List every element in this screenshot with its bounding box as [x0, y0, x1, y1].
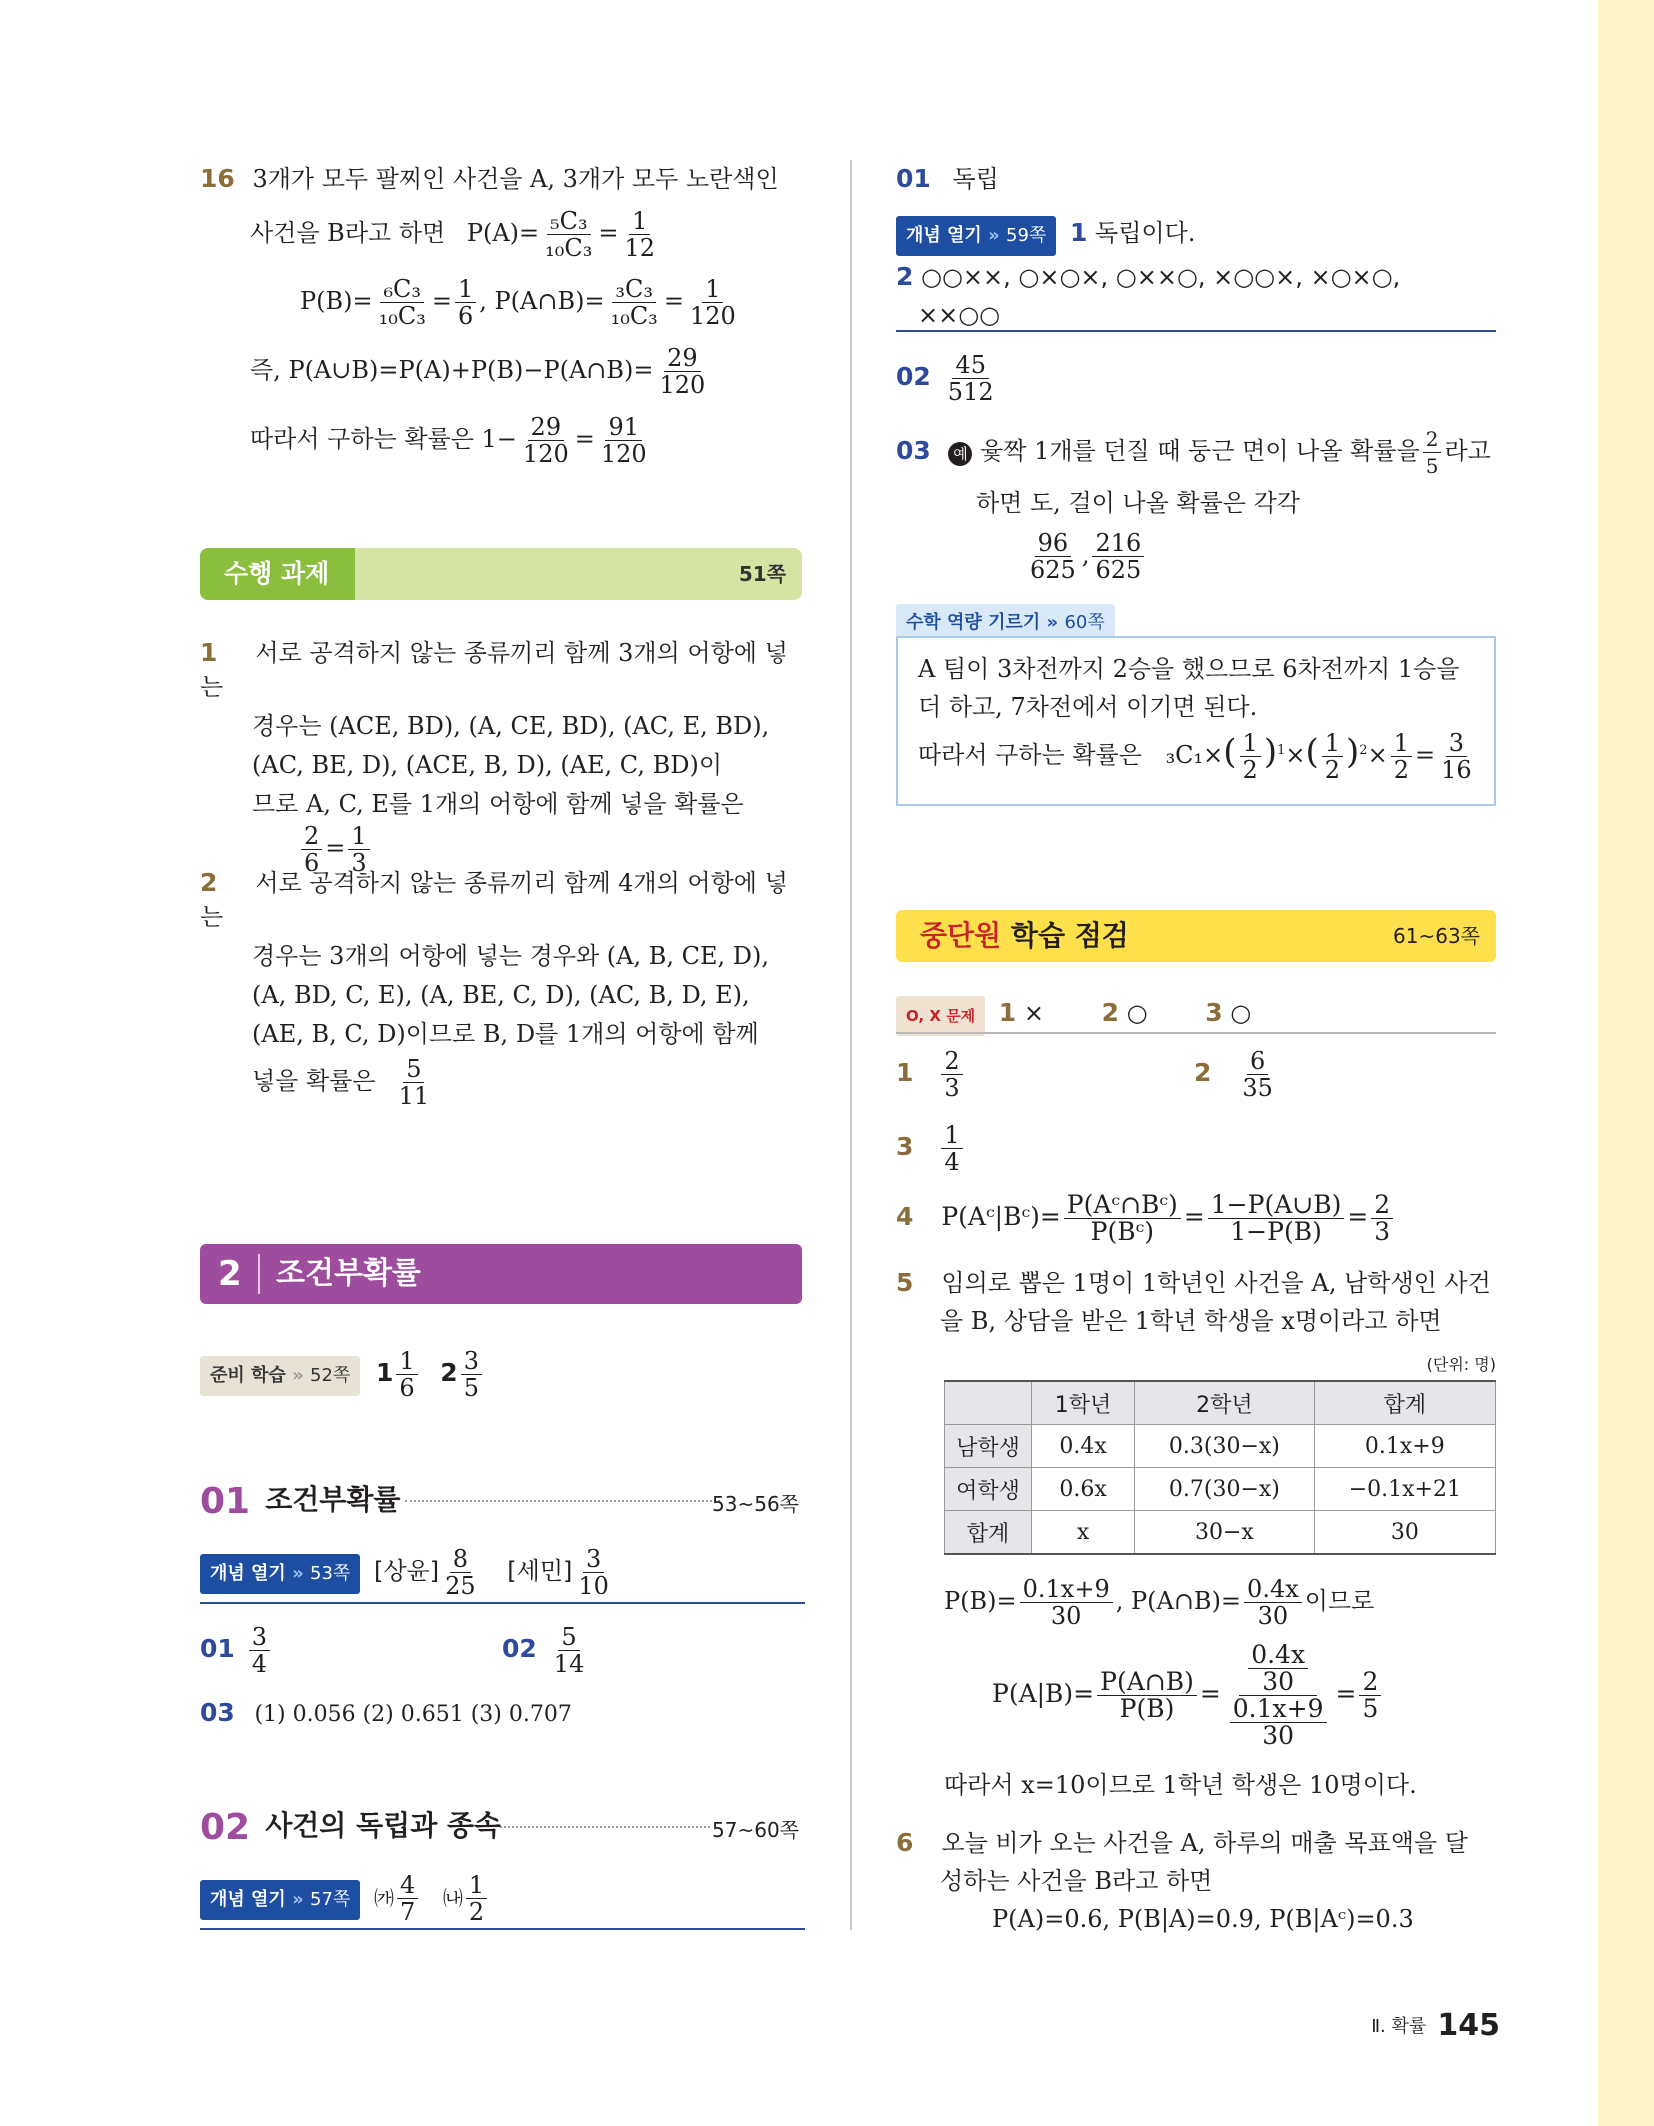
fraction — [1239, 1048, 1276, 1101]
task-section-page: 51쪽 — [738, 562, 786, 586]
numerator: 2 — [1371, 1192, 1393, 1219]
formula: , P(A∩B)= — [479, 287, 605, 315]
numerator: 1 — [348, 823, 369, 850]
text: 넣을 확률은 — [252, 1067, 376, 1095]
fraction — [1092, 530, 1144, 583]
answer-value: × — [1023, 999, 1044, 1027]
section-pages: 53~56쪽 — [712, 1492, 799, 1516]
text: 라고 — [1444, 437, 1491, 465]
item-marker: ㈎ — [373, 1886, 394, 1910]
tag-page: 53쪽 — [310, 1563, 351, 1584]
numerator: 6 — [1247, 1048, 1268, 1075]
text: 서로 공격하지 않는 종류끼리 함께 4개의 어항에 넣는 — [200, 869, 788, 931]
formula: P(A)=0.6, P(B|A)=0.9, P(B|Aᶜ)=0.3 — [992, 1905, 1414, 1933]
numerator: ₅C₃ — [547, 208, 591, 235]
q5-conclusion: 따라서 x=10이므로 1학년 학생은 10명이다. — [944, 1771, 1417, 1799]
denominator: 2 — [1324, 756, 1341, 784]
rule — [896, 330, 1496, 332]
chapter-number: 2 — [218, 1254, 242, 1294]
item-marker: ㈏ — [442, 1886, 463, 1910]
table-row-header: 합계 — [945, 1511, 1032, 1555]
concept-tag — [896, 216, 1056, 256]
review-q4: 4 P(Aᶜ|Bᶜ)= $\frac{\text{P(Aᶜ∩Bᶜ)}}{\text{P(Bᶜ)}}$ = $\frac{1-P(A\cup B)}{1-P(B)}$ = $\frac{2}{3}$ — [896, 1192, 1396, 1245]
page-number: 145 — [1437, 2008, 1500, 2043]
review-title-rest: 학습 점검 — [1010, 919, 1129, 952]
numerator: ₆C₃ — [380, 276, 424, 303]
exponent: 1 — [1277, 743, 1286, 758]
text: 더 하고, 7차전에서 이기면 된다. — [918, 693, 1258, 721]
text: 임의로 뽑은 1명이 1학년인 사건을 A, 남학생인 사건 — [941, 1269, 1491, 1297]
denominator: 6 — [457, 302, 474, 330]
problem-16-line3: P(B)= $\frac{\text{₆C₃}}{\text{₁₀C₃}}$ = $\frac{1}{6}$ , P(A∩B)= $\frac{\text{₃C₃}}{\text{₁₀C₃}}$ = $\frac{1}{120}$ — [300, 276, 742, 329]
task-section-label: 수행 과제 — [200, 548, 355, 600]
fraction — [396, 1056, 433, 1109]
text: 사건을 B라고 하면 — [250, 219, 446, 247]
numerator: 2 — [1423, 426, 1442, 453]
tag-label: 준비 학습 — [210, 1365, 286, 1386]
answer-text: ××○○ — [918, 301, 1001, 329]
table-cell: x — [1032, 1511, 1135, 1555]
denominator: 4 — [944, 1148, 960, 1176]
answer-number: 3 — [1205, 998, 1223, 1027]
table-cell: 0.6x — [1032, 1468, 1135, 1511]
numerator: ₃C₃ — [612, 276, 656, 303]
section-number: 01 — [200, 1481, 251, 1522]
numerator: 4 — [397, 1872, 418, 1899]
answer-value: ○ — [1126, 999, 1148, 1027]
text: 윷짝 1개를 던질 때 둥근 면이 나올 확률을 — [980, 437, 1420, 465]
concept-open-59 — [896, 216, 1195, 256]
denominator: 10 — [578, 1572, 609, 1600]
denominator: 625 — [1095, 556, 1142, 584]
r-answer-01 — [896, 162, 999, 196]
denominator: P(Bᶜ) — [1090, 1217, 1154, 1246]
competency-tag — [896, 604, 1115, 638]
answer-number: 02 — [502, 1634, 537, 1663]
denominator: 14 — [553, 1650, 585, 1678]
tag-page: 60쪽 — [1064, 612, 1105, 633]
question-number: 1 — [896, 1058, 914, 1087]
table-row-header: 여학생 — [945, 1468, 1032, 1511]
numerator: 3 — [1446, 730, 1467, 757]
task-1: 1 서로 공격하지 않는 종류끼리 함께 3개의 어항에 넣는 경우는 (ACE, BD), (A, CE, BD), (AC, E, BD), (AC, BE, D), (ACE, B, D), (AE, C, BD)이 므로 A, C, E를 1개의 어항에 함께 넣을 확률은 $\frac{2}{6}$ = $\frac{1}{3}$ — [200, 636, 810, 876]
denominator: 1−P(B) — [1230, 1217, 1322, 1246]
denominator: 3 — [1374, 1217, 1391, 1246]
numerator: 2 — [301, 823, 322, 850]
text: (AE, B, C, D)이므로 B, D를 1개의 어항에 함께 — [252, 1020, 759, 1048]
fraction — [396, 1348, 417, 1401]
problem-16 — [200, 162, 805, 196]
chapter-title: 조건부확률 — [276, 1256, 421, 1291]
formula: 즉, P(A∪B)=P(A)+P(B)−P(A∩B)= — [250, 356, 654, 384]
fraction — [941, 1122, 962, 1175]
fraction — [466, 1872, 487, 1925]
denominator: P(B) — [1119, 1694, 1175, 1723]
fraction — [1027, 530, 1079, 583]
fraction — [687, 276, 739, 329]
review-title — [920, 910, 1129, 962]
numerator: 96 — [1035, 530, 1072, 557]
denominator: 30 — [1262, 1721, 1295, 1750]
answer-number: 2 — [896, 262, 914, 291]
section-number: 02 — [200, 1807, 251, 1848]
fraction — [1064, 1192, 1181, 1245]
competency-tag-label — [896, 604, 1115, 638]
fraction — [657, 345, 709, 398]
task-number: 1 — [200, 638, 218, 667]
numerator: 5 — [558, 1624, 579, 1651]
example-badge: 예 — [948, 442, 972, 466]
denominator: ₁₀C₃ — [610, 302, 658, 330]
text: 경우는 3개의 어항에 넣는 경우와 (A, B, CE, D), — [252, 942, 770, 970]
concept-tag — [200, 1880, 360, 1920]
denominator: 16 — [1441, 756, 1472, 784]
fraction — [1208, 1192, 1345, 1245]
denominator: 12 — [624, 234, 656, 262]
numerator: 216 — [1092, 530, 1144, 557]
page-edge-tab — [1598, 0, 1654, 2126]
fraction — [1248, 1642, 1308, 1695]
fraction — [1423, 426, 1442, 479]
prep-study — [200, 1348, 485, 1401]
fraction — [1097, 1669, 1197, 1722]
answer-01 — [200, 1624, 273, 1677]
answer-number: 02 — [896, 362, 931, 391]
numerator: 3 — [249, 1624, 270, 1651]
numerator: 3 — [461, 1348, 482, 1375]
double-chevron-icon: » — [292, 1365, 304, 1386]
denominator: 625 — [1030, 556, 1076, 584]
fraction — [945, 352, 997, 405]
text: 따라서 구하는 확률은 — [918, 741, 1142, 769]
table-row — [945, 1511, 1496, 1555]
tag-page: 59쪽 — [1006, 225, 1047, 246]
numerator: 1 — [1322, 730, 1343, 757]
double-chevron-icon: » — [292, 1563, 304, 1584]
denominator: ₁₀C₃ — [545, 234, 593, 262]
formula: P(A)= — [466, 219, 540, 247]
numerator: 0.4x — [1248, 1642, 1308, 1669]
task-2 — [200, 866, 810, 1109]
fraction — [397, 1872, 418, 1925]
question-number: 5 — [896, 1268, 914, 1297]
numerator: 29 — [528, 414, 565, 441]
numerator: 29 — [664, 345, 701, 372]
denominator: 5 — [463, 1374, 479, 1402]
fraction — [455, 276, 476, 329]
denominator: 6 — [399, 1374, 415, 1402]
denominator: 120 — [689, 302, 736, 330]
denominator: 120 — [659, 371, 706, 399]
tag-label: 개념 열기 — [906, 225, 982, 246]
problem-16-line2: 사건을 B라고 하면 P(A)= $\frac{\text{₅C₃}}{\text{₁₀C₃}}$ = $\frac{1}{12}$ — [250, 208, 661, 261]
denominator: 2 — [1393, 756, 1409, 784]
review-section-bar — [896, 910, 1496, 962]
table-cell: −0.1x+21 — [1314, 1468, 1495, 1511]
numerator: 1 — [702, 276, 723, 303]
answer-number: 1 — [998, 998, 1017, 1027]
r-answer-03 — [896, 426, 1506, 479]
review-q1 — [896, 1048, 966, 1101]
text: 을 B, 상담을 받은 1학년 학생을 x명이라고 하면 — [940, 1307, 1442, 1335]
text: 서로 공격하지 않는 종류끼리 함께 3개의 어항에 넣는 — [200, 639, 788, 701]
table-cell: 0.1x+9 — [1314, 1425, 1495, 1468]
table-cell: 0.4x — [1032, 1425, 1135, 1468]
problem-number: 16 — [200, 164, 235, 193]
text: 이므로 — [1304, 1587, 1375, 1615]
table-unit: (단위: 명) — [1426, 1355, 1496, 1374]
denominator: 30 — [1257, 1602, 1289, 1630]
table-cell: 30−x — [1135, 1511, 1315, 1555]
text: 오늘 비가 오는 사건을 A, 하루의 매출 목표액을 달 — [941, 1829, 1468, 1857]
fraction — [1230, 1696, 1327, 1749]
table-cell: 0.3(30−x) — [1135, 1425, 1315, 1468]
numerator: 8 — [450, 1546, 471, 1573]
text: (AC, BE, D), (ACE, B, D), (AE, C, BD)이 — [252, 751, 722, 779]
text: 므로 A, C, E를 1개의 어항에 함께 넣을 확률은 — [252, 790, 744, 818]
numerator: 1−P(A∪B) — [1208, 1192, 1345, 1219]
rule — [896, 1032, 1496, 1034]
r-answer-02 — [896, 352, 1000, 405]
table-row-header: 남학생 — [945, 1425, 1032, 1468]
table-row — [945, 1425, 1496, 1468]
numerator: 2 — [1359, 1669, 1381, 1696]
question-number: 2 — [1194, 1058, 1212, 1087]
answer-number: 2 — [440, 1358, 458, 1387]
review-title-highlight: 중단원 — [920, 919, 1002, 952]
answer-number: 03 — [896, 436, 931, 465]
numerator: 1 — [941, 1122, 962, 1149]
concept-open-53 — [200, 1546, 615, 1599]
complex-fraction — [1224, 1642, 1333, 1749]
fraction — [1240, 730, 1261, 783]
chapter-separator — [258, 1254, 260, 1294]
answer-number: 1 — [1069, 218, 1088, 247]
text: A 팀이 3차전까지 2승을 했으므로 6차전까지 1승을 — [918, 655, 1460, 683]
denominator: 5 — [1425, 454, 1439, 478]
fraction — [1391, 730, 1412, 783]
answer-text: ○○××, ○×○×, ○××○, ×○○×, ×○×○, — [921, 263, 1401, 291]
fraction — [598, 414, 650, 467]
q5-eq1 — [944, 1576, 1374, 1629]
leader-dots — [405, 1500, 720, 1502]
review-q5 — [896, 1266, 1506, 1338]
student-name: [세민] — [507, 1557, 573, 1585]
exponent: 2 — [1359, 743, 1368, 758]
table-header-cell: 합계 — [1314, 1381, 1495, 1425]
table-header-cell: 2학년 — [1135, 1381, 1315, 1425]
concept-tag — [200, 1554, 360, 1594]
problem-text: 3개가 모두 팔찌인 사건을 A, 3개가 모두 노란색인 — [252, 165, 779, 193]
numerator: 3 — [583, 1546, 604, 1573]
fraction — [442, 1546, 479, 1599]
student-table — [944, 1380, 1496, 1555]
section-title: 조건부확률 — [265, 1483, 401, 1516]
answer-number: 01 — [896, 164, 931, 193]
formula: P(A|B)= — [992, 1679, 1095, 1708]
numerator: 1 — [1240, 730, 1261, 757]
tag-label: 개념 열기 — [210, 1563, 286, 1584]
tag-label: 개념 열기 — [210, 1889, 286, 1910]
denominator: 30 — [1262, 1667, 1295, 1696]
ox-tag: O, X 문제 — [896, 996, 985, 1036]
denominator: 7 — [399, 1898, 416, 1926]
leader-dots — [500, 1826, 710, 1828]
answer-number: 03 — [200, 1698, 235, 1727]
q5-eq2: P(A|B)= $\frac{P(A\cap B)}{P(B)}$ = $\frac{\frac{0.4x}{30}}{\frac{0.1x+9}{30}}$ = $\frac{2}{5}$ — [992, 1642, 1384, 1749]
chapter-bar — [200, 1244, 802, 1304]
fraction — [1244, 1576, 1302, 1629]
denominator: 35 — [1242, 1074, 1273, 1102]
denominator: 11 — [398, 1082, 430, 1110]
fraction — [376, 276, 429, 329]
denominator: 2 — [468, 1898, 485, 1926]
denominator: 4 — [251, 1650, 268, 1678]
combination: ₃C₁ — [1165, 741, 1204, 769]
answer-value: ○ — [1230, 999, 1252, 1027]
tag-page: 57쪽 — [310, 1889, 351, 1910]
footer-chapter: Ⅱ. 확률 — [1371, 2016, 1427, 2037]
fraction — [941, 1048, 962, 1101]
rule — [200, 1928, 805, 1930]
formula: P(B)= — [300, 287, 373, 315]
fraction — [1438, 730, 1475, 783]
numerator: 1 — [629, 208, 650, 235]
page-footer — [1371, 2008, 1500, 2043]
denominator: 120 — [600, 440, 647, 468]
r03-line2: 하면 도, 걸이 나올 확률은 각각 — [976, 489, 1300, 517]
numerator: 1 — [396, 1348, 417, 1375]
answer-number: 1 — [375, 1358, 394, 1387]
rule — [200, 1602, 805, 1604]
task-number: 2 — [200, 868, 218, 897]
text: 경우는 (ACE, BD), (A, CE, BD), (AC, E, BD), — [252, 712, 770, 740]
r03-fractions: $\frac{96}{625}$ , $\frac{216}{625}$ — [1024, 530, 1147, 583]
table-cell: 0.7(30−x) — [1135, 1468, 1315, 1511]
fraction — [575, 1546, 612, 1599]
answer-number: 2 — [1101, 998, 1119, 1027]
denominator: 30 — [1050, 1602, 1082, 1630]
review-pages: 61~63쪽 — [1393, 924, 1480, 948]
table-cell: 30 — [1314, 1511, 1495, 1555]
competency-box — [896, 636, 1496, 806]
fraction — [461, 1348, 482, 1401]
tag-page: 52쪽 — [310, 1365, 351, 1386]
fraction — [1371, 1192, 1393, 1245]
competency-formula: 따라서 구하는 확률은 ₃C₁×( $\frac{1}{2}$ )$^1$×( $\frac{1}{2}$ )$^2$× $\frac{1}{2}$ = $\frac{3}{16}$ — [918, 730, 1478, 783]
section-01-heading — [200, 1478, 805, 1522]
fraction — [1322, 730, 1343, 783]
review-q3 — [896, 1122, 966, 1175]
denominator: 6 — [304, 849, 320, 877]
formula: P(Aᶜ|Bᶜ)= — [941, 1202, 1061, 1231]
answer-text: 독립 — [952, 165, 999, 193]
answer-text: (1) 0.056 (2) 0.651 (3) 0.707 — [254, 1702, 572, 1727]
answer-02 — [502, 1624, 590, 1677]
ox-problems — [896, 996, 1251, 1036]
question-number: 6 — [896, 1828, 914, 1857]
answer-text: 독립이다. — [1095, 219, 1196, 247]
numerator: 1 — [466, 1872, 487, 1899]
numerator: 45 — [952, 352, 989, 379]
denominator: 5 — [1362, 1694, 1379, 1723]
double-chevron-icon: » — [1046, 612, 1059, 633]
column-divider — [850, 160, 852, 1930]
denominator: 512 — [947, 378, 994, 406]
numerator: 1 — [455, 276, 476, 303]
prep-tag — [200, 1356, 360, 1396]
formula: , P(A∩B)= — [1115, 1587, 1242, 1615]
denominator: ₁₀C₃ — [378, 302, 426, 330]
denominator: 120 — [522, 440, 569, 468]
section-pages: 57~60쪽 — [712, 1818, 799, 1842]
fraction — [1359, 1669, 1381, 1722]
double-chevron-icon: » — [988, 225, 1000, 246]
answer-03 — [200, 1696, 572, 1732]
fraction — [542, 208, 595, 261]
numerator: P(Aᶜ∩Bᶜ) — [1064, 1192, 1181, 1219]
question-number: 3 — [896, 1132, 914, 1161]
fraction — [1020, 1576, 1113, 1629]
concept-open-57 — [200, 1872, 490, 1925]
review-q2 — [1194, 1048, 1279, 1101]
numerator: 1 — [1391, 730, 1412, 757]
student-name: [상윤] — [373, 1557, 440, 1585]
numerator: 2 — [941, 1048, 962, 1075]
numerator: P(A∩B) — [1097, 1669, 1197, 1696]
fraction — [622, 208, 659, 261]
numerator: 0.1x+9 — [1020, 1576, 1113, 1603]
denominator: 25 — [445, 1572, 476, 1600]
problem-16-line5: 따라서 구하는 확률은 1− $\frac{29}{120}$ = $\frac{91}{120}$ — [250, 414, 653, 467]
section-title: 사건의 독립과 종속 — [265, 1809, 502, 1842]
fraction — [249, 1624, 270, 1677]
table-header-cell: 1학년 — [1032, 1381, 1135, 1425]
table-header-cell — [945, 1381, 1032, 1425]
answer-number: 01 — [200, 1634, 235, 1663]
formula: 따라서 구하는 확률은 1− — [250, 425, 517, 453]
numerator: 0.1x+9 — [1230, 1696, 1327, 1723]
table-row — [945, 1468, 1496, 1511]
question-number: 4 — [896, 1202, 914, 1231]
text: 성하는 사건을 B라고 하면 — [940, 1867, 1213, 1895]
text: (A, BD, C, E), (A, BE, C, D), (AC, B, D, E), — [252, 981, 750, 1009]
fraction — [608, 276, 661, 329]
problem-16-line4 — [250, 345, 711, 398]
fraction — [520, 414, 572, 467]
denominator: 2 — [1242, 756, 1258, 784]
numerator: 91 — [605, 414, 642, 441]
open59-answer-2 — [896, 260, 1496, 332]
formula: P(B)= — [944, 1587, 1017, 1615]
section-02-heading — [200, 1804, 805, 1848]
double-chevron-icon: » — [292, 1889, 304, 1910]
review-q6 — [896, 1826, 1506, 1936]
table-header-row — [945, 1381, 1496, 1425]
denominator: 3 — [351, 849, 367, 877]
tag-label: 수학 역량 기르기 — [906, 612, 1041, 633]
numerator: 5 — [403, 1056, 424, 1083]
fraction — [551, 1624, 588, 1677]
numerator: 0.4x — [1244, 1576, 1302, 1603]
denominator: 3 — [944, 1074, 960, 1102]
task-section-bar — [200, 548, 802, 600]
